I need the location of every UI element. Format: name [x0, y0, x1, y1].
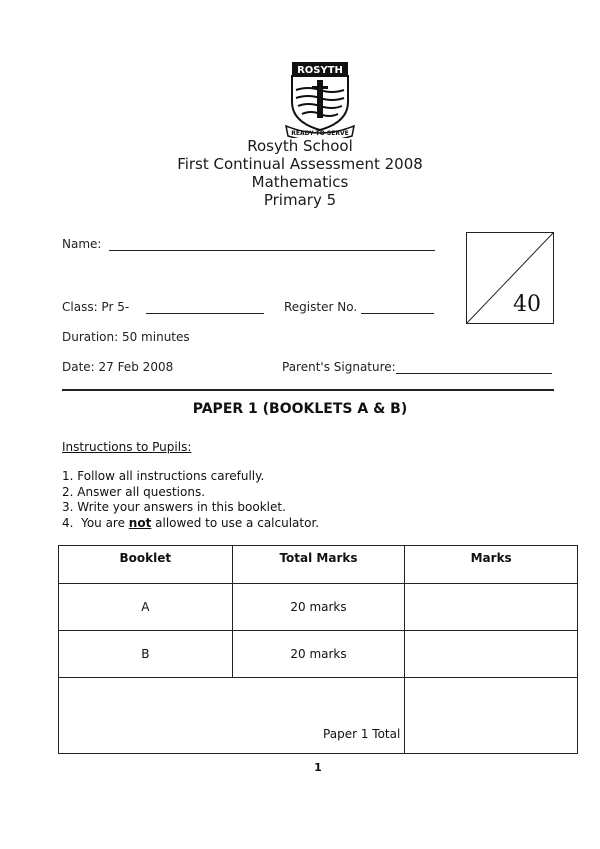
- school-name: Rosyth School: [247, 137, 353, 155]
- instructions-list: [62, 469, 319, 531]
- score-total: 40: [513, 292, 541, 317]
- table-total-row: [59, 678, 578, 754]
- table-row: [59, 584, 578, 631]
- register-label: Register No.: [284, 300, 358, 314]
- marks-cell[interactable]: [405, 584, 578, 631]
- total-marks-cell: 20 marks: [232, 584, 405, 631]
- paper-total-cell[interactable]: [405, 678, 578, 754]
- register-field[interactable]: [361, 313, 434, 314]
- instructions-heading: Instructions to Pupils:: [62, 440, 192, 454]
- instruction-item: [62, 516, 319, 532]
- instruction-emphasis: not: [128, 515, 152, 530]
- assessment-title: First Continual Assessment 2008: [177, 155, 423, 173]
- class-field[interactable]: [146, 313, 264, 314]
- signature-label: Parent's Signature:: [282, 360, 396, 374]
- instruction-item: 3. Write your answers in this booklet.: [62, 500, 286, 514]
- name-label: Name:: [62, 237, 102, 251]
- name-field[interactable]: [109, 250, 435, 251]
- instruction-item-prefix: 4. You are: [62, 515, 129, 530]
- instruction-item-suffix: allowed to use a calculator.: [151, 515, 320, 530]
- score-box[interactable]: [466, 232, 554, 324]
- booklet-cell: A: [59, 584, 233, 631]
- divider-rule: [62, 389, 554, 391]
- svg-text:READY TO SERVE: READY TO SERVE: [291, 130, 349, 137]
- total-marks-cell: 20 marks: [232, 631, 405, 678]
- duration-text: Duration: 50 minutes: [62, 330, 190, 344]
- table-row: [59, 631, 578, 678]
- instruction-item: 2. Answer all questions.: [62, 484, 206, 499]
- date-text: Date: 27 Feb 2008: [62, 360, 174, 374]
- marks-table: [58, 545, 578, 754]
- subject-title: Mathematics: [251, 173, 349, 191]
- paper-title: PAPER 1 (BOOKLETS A & B): [192, 401, 408, 417]
- svg-text:ROSYTH: ROSYTH: [297, 65, 343, 76]
- school-crest-logo: [284, 60, 356, 138]
- booklet-cell: B: [59, 631, 233, 678]
- header-total-marks: Total Marks: [232, 546, 405, 584]
- instruction-item: 1. Follow all instructions carefully.: [62, 469, 265, 483]
- class-label: Class: Pr 5-: [62, 300, 130, 314]
- signature-field[interactable]: [396, 373, 552, 374]
- table-header-row: [59, 546, 578, 584]
- header-marks: Marks: [405, 546, 578, 584]
- level-title: Primary 5: [263, 191, 337, 209]
- page-number: 1: [314, 761, 322, 774]
- paper-total-label: Paper 1 Total: [59, 678, 405, 754]
- header-booklet: Booklet: [59, 546, 233, 584]
- marks-cell[interactable]: [405, 631, 578, 678]
